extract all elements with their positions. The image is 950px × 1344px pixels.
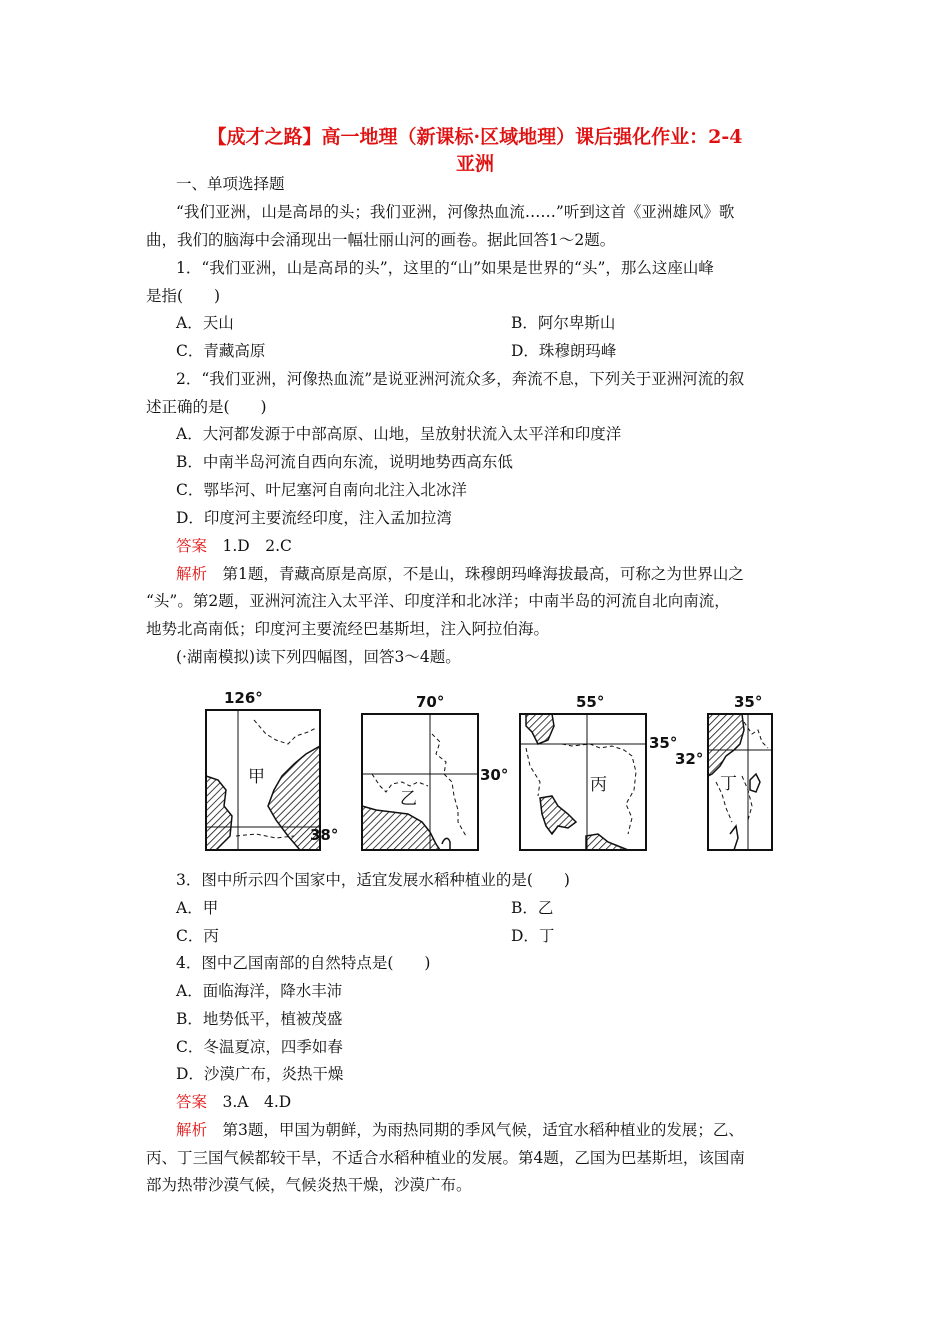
map-yi: [362, 693, 508, 850]
map-bing: [520, 693, 677, 850]
map-bing-label: 丙: [590, 775, 607, 795]
q4-option-c: C．冬温夏凉，四季如春: [176, 1038, 343, 1056]
map-jia: [206, 689, 338, 850]
q1-option-b: B．阿尔卑斯山: [511, 314, 616, 332]
q3-option-b: B．乙: [511, 899, 554, 917]
explanation-2-line-3: 部为热带沙漠气候，气候炎热干燥，沙漠广布。: [146, 1176, 472, 1194]
q3-option-c: C．丙: [176, 927, 219, 945]
document-title: [110, 124, 840, 178]
map-ding-longitude: 35°: [734, 693, 763, 711]
q4-option-d: D．沙漠广布，炎热干燥: [176, 1065, 344, 1083]
answer-2-text: 3.A 4.D: [207, 1093, 292, 1111]
question-1-line-2: 是指( ): [146, 287, 221, 305]
explanation-2-text: 第3题，甲国为朝鲜，为雨热同期的季风气候，适宜水稻种植业的发展；乙、: [207, 1121, 744, 1139]
explanation-2-label: 解析: [176, 1121, 208, 1139]
map-jia-label: 甲: [248, 767, 265, 787]
map-yi-label: 乙: [400, 789, 417, 809]
map-bing-longitude: 55°: [576, 693, 605, 711]
q2-option-c: C．鄂毕河、叶尼塞河自南向北注入北冰洋: [176, 481, 467, 499]
explanation-1-text: 第1题，青藏高原是高原，不是山，珠穆朗玛峰海拔最高，可称之为世界山之: [207, 565, 744, 583]
explanation-1-line-2: “头”。第2题，亚洲河流注入太平洋、印度洋和北冰洋；中南半岛的河流自北向南流，: [146, 592, 730, 610]
map-yi-longitude: 70°: [416, 693, 445, 711]
answer-1: [176, 536, 292, 556]
q3-option-d: D．丁: [511, 927, 555, 945]
question-4: 4．图中乙国南部的自然特点是( ): [176, 954, 431, 972]
title-line-2: 亚洲: [455, 153, 494, 175]
map-ding-latitude: 32°: [675, 750, 704, 768]
map-yi-latitude: 30°: [480, 766, 509, 784]
map-ding: [675, 693, 772, 850]
explanation-1-line-3: 地势北高南低；印度河主要流经巴基斯坦，注入阿拉伯海。: [146, 620, 550, 638]
answer-1-label: 答案: [176, 537, 208, 555]
intro-line-2: 曲，我们的脑海中会涌现出一幅壮丽山河的画卷。据此回答1～2题。: [146, 231, 616, 249]
question-2-line-1: 2．“我们亚洲，河像热血流”是说亚洲河流众多，奔流不息，下列关于亚洲河流的叙: [176, 370, 745, 388]
q4-option-b: B．地势低平，植被茂盛: [176, 1010, 343, 1028]
intro-line-1: “我们亚洲，山是高昂的头；我们亚洲，河像热血流……”听到这首《亚洲雄风》歌: [176, 203, 735, 221]
map-ding-label: 丁: [720, 774, 737, 794]
q1-option-a: A．天山: [176, 314, 234, 332]
q1-option-c: C．青藏高原: [176, 342, 266, 360]
q3-option-a: A．甲: [176, 899, 219, 917]
four-maps-figure: [196, 686, 786, 856]
q2-option-b: B．中南半岛河流自西向东流，说明地势西高东低: [176, 453, 513, 471]
explanation-1-label: 解析: [176, 565, 208, 583]
answer-1-text: 1.D 2.C: [207, 537, 292, 555]
explanation-2-line-2: 丙、丁三国气候都较干旱，不适合水稻种植业的发展。第4题，乙国为巴基斯坦，该国南: [146, 1149, 745, 1167]
q2-option-d: D．印度河主要流经印度，注入孟加拉湾: [176, 509, 452, 527]
title-line-1: 【成才之路】高一地理（新课标·区域地理）课后强化作业：2-4: [207, 126, 743, 148]
explanation-2-line-1: [176, 1120, 744, 1140]
explanation-1-line-1: [176, 564, 744, 584]
answer-2: [176, 1092, 291, 1112]
question-3: 3．图中所示四个国家中，适宜发展水稻种植业的是( ): [176, 871, 570, 889]
map-bing-latitude: 35°: [649, 734, 678, 752]
section-heading: 一、单项选择题: [176, 175, 285, 193]
answer-2-label: 答案: [176, 1093, 208, 1111]
map-jia-latitude: 38°: [310, 826, 339, 844]
question-1-line-1: 1．“我们亚洲，山是高昂的头”，这里的“山”如果是世界的“头”，那么这座山峰: [176, 259, 714, 277]
map-jia-longitude: 126°: [224, 689, 263, 707]
q4-option-a: A．面临海洋，降水丰沛: [176, 982, 343, 1000]
q2-option-a: A．大河都发源于中部高原、山地，呈放射状流入太平洋和印度洋: [176, 425, 622, 443]
question-2-line-2: 述正确的是( ): [146, 398, 267, 416]
q1-option-d: D．珠穆朗玛峰: [511, 342, 617, 360]
intro-2: (·湖南模拟)读下列四幅图，回答3～4题。: [176, 648, 461, 666]
